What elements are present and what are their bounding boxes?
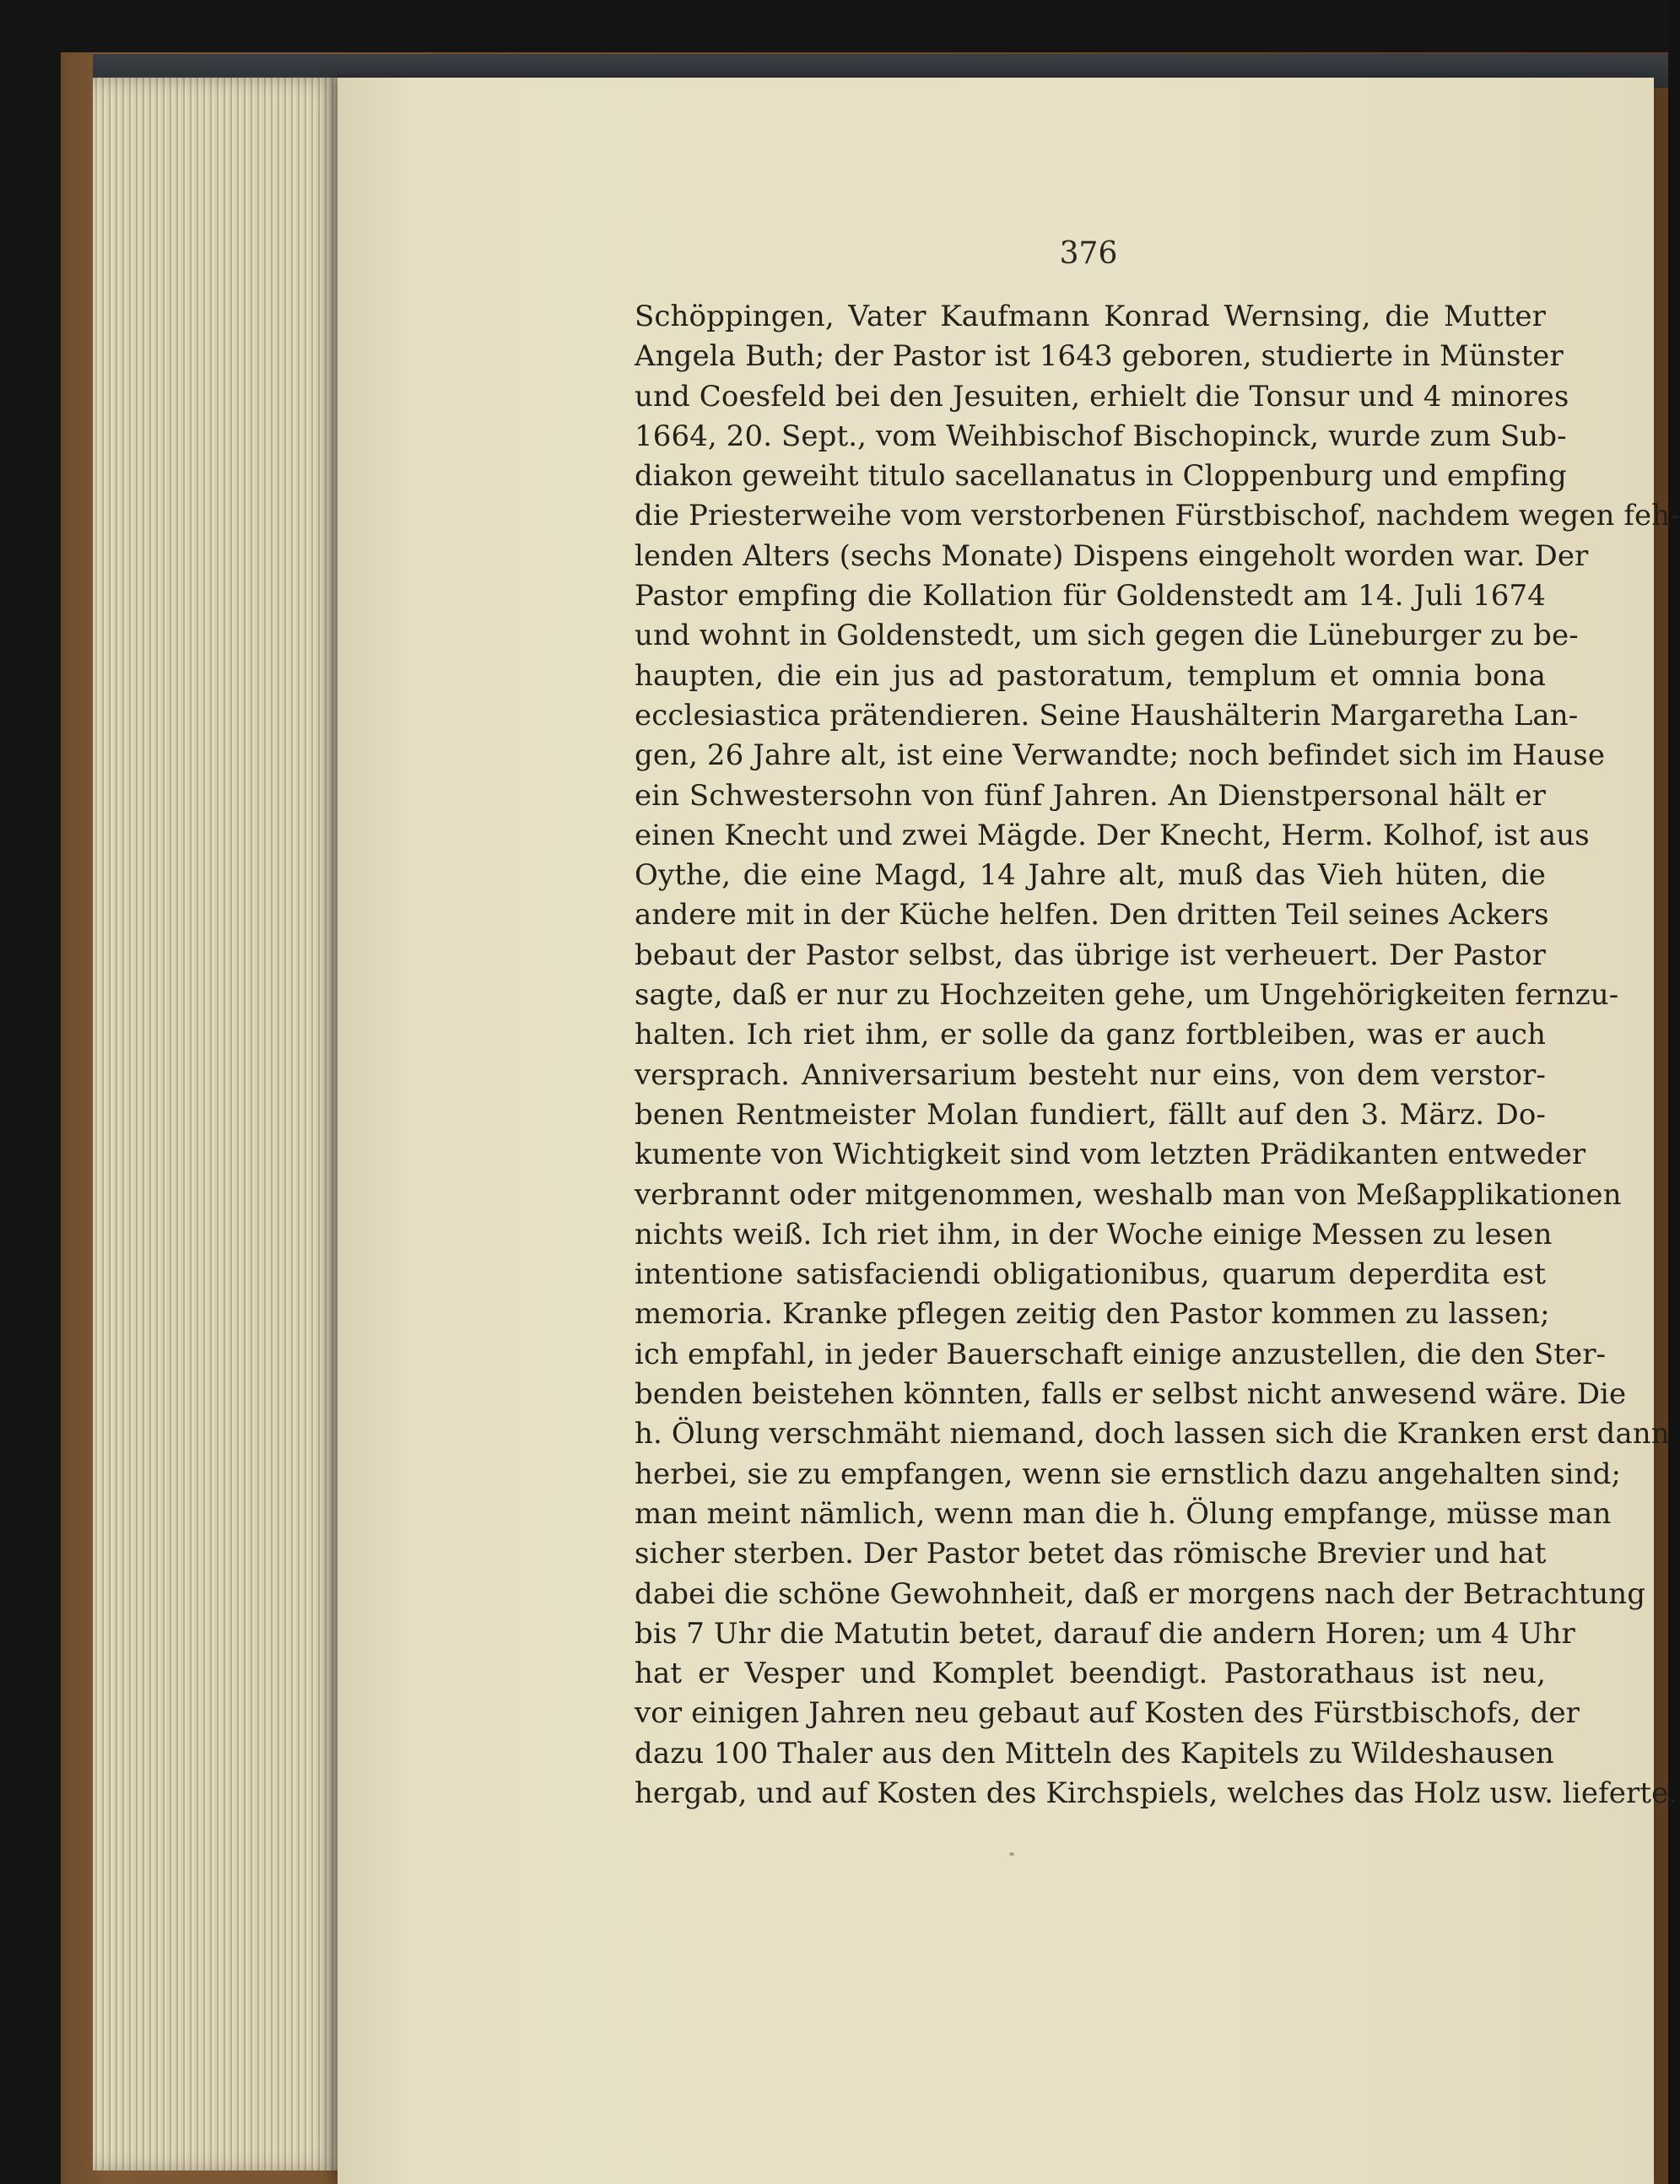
text-line: dabei die schöne Gewohnheit, daß er morgens nach der Betrachtung [635, 1576, 1646, 1611]
text-line: 1664, 20. Sept., vom Weihbischof Bischopinck, wurde zum Sub- [635, 419, 1567, 453]
text-line: bis 7 Uhr die Matutin betet, darauf die andern Horen; um 4 Uhr [635, 1616, 1575, 1651]
text-line: ich empfahl, in jeder Bauerschaft einige anzustellen, die den Ster- [635, 1337, 1607, 1371]
text-line: benen Rentmeister Molan fundiert, fällt auf den 3. März. Do- [635, 1097, 1546, 1132]
text-line: Schöppingen, Vater Kaufmann Konrad Wernsing, die Mutter [635, 300, 1546, 333]
text-line: Pastor empfing die Kollation für Goldenstedt am 14. Juli 1674 [635, 579, 1546, 614]
text-line: intentione satisfaciendi obligationibus, quarum deperdita est [635, 1257, 1546, 1292]
text-line: nichts weiß. Ich riet ihm, in der Woche einige Messen zu lesen [635, 1217, 1553, 1251]
text-line: ecclesiastica prätendieren. Seine Haushälterin Margaretha Lan- [635, 698, 1579, 733]
text-line: gen, 26 Jahre alt, ist eine Verwandte; noch befindet sich im Hause [635, 738, 1606, 773]
text-line: halten. Ich riet ihm, er solle da ganz fortbleiben, was er auch [635, 1018, 1546, 1052]
text-line: vor einigen Jahren neu gebaut auf Kosten des Fürstbischofs, der [635, 1696, 1580, 1731]
text-line: h. Ölung verschmäht niemand, doch lassen sich die Kranken erst dann [635, 1417, 1670, 1451]
text-line: lenden Alters (sechs Monate) Dispens eingeholt worden war. Der [635, 538, 1589, 573]
text-line: sicher sterben. Der Pastor betet das römische Brevier und hat [635, 1537, 1547, 1571]
text-line: hat er Vesper und Komplet beendigt. Pastorathaus ist neu, [635, 1657, 1546, 1691]
text-line: die Priesterweihe vom verstorbenen Fürstbischof, nachdem wegen feh- [635, 499, 1680, 533]
text-line: benden beistehen könnten, falls er selbst nicht anwesend wäre. Die [635, 1377, 1627, 1412]
text-line: andere mit in der Küche helfen. Den dritten Teil seines Ackers [635, 898, 1549, 933]
text-line: verbrannt oder mitgenommen, weshalb man von Meßapplikationen [635, 1177, 1622, 1212]
text-line: haupten, die ein jus ad pastoratum, templum et omnia bona [635, 658, 1546, 693]
text-line: man meint nämlich, wenn man die h. Ölung empfange, müsse man [635, 1496, 1612, 1531]
text-line: bebaut der Pastor selbst, das übrige ist verheuert. Der Pastor [635, 938, 1546, 972]
text-line: versprach. Anniversarium besteht nur eins, von dem verstor- [635, 1057, 1546, 1092]
text-line: und Coesfeld bei den Jesuiten, erhielt die Tonsur und 4 minores [635, 379, 1569, 414]
paper-speck [1009, 1852, 1014, 1856]
page-edges [93, 78, 346, 2170]
text-line: ein Schwestersohn von fünf Jahren. An Dienstpersonal hält er [635, 778, 1546, 813]
text-line: memoria. Kranke pflegen zeitig den Pastor kommen zu lassen; [635, 1297, 1550, 1332]
text-line: diakon geweiht titulo sacellanatus in Cloppenburg und empfing [635, 459, 1567, 494]
text-line: einen Knecht und zwei Mägde. Der Knecht, Herm. Kolhof, ist aus [635, 818, 1590, 852]
text-line: und wohnt in Goldenstedt, um sich gegen die Lüneburger zu be- [635, 619, 1579, 653]
text-line: kumente von Wichtigkeit sind vom letzten Prädikanten entweder [635, 1138, 1586, 1172]
text-line: herbei, sie zu empfangen, wenn sie ernstlich dazu angehalten sind; [635, 1457, 1622, 1491]
text-line: Oythe, die eine Magd, 14 Jahre alt, muß das Vieh hüten, die [635, 858, 1546, 893]
text-line: sagte, daß er nur zu Hochzeiten gehe, um Ungehörigkeiten fernzu- [635, 978, 1619, 1013]
body-text [635, 297, 1680, 1814]
text-line: hergab, und auf Kosten des Kirchspiels, welches das Holz usw. lieferte. [635, 1776, 1678, 1810]
text-line: dazu 100 Thaler aus den Mitteln des Kapitels zu Wildeshausen [635, 1736, 1554, 1770]
page-number: 376 [1059, 236, 1118, 271]
text-line: Angela Buth; der Pastor ist 1643 geboren, studierte in Münster [635, 339, 1564, 374]
